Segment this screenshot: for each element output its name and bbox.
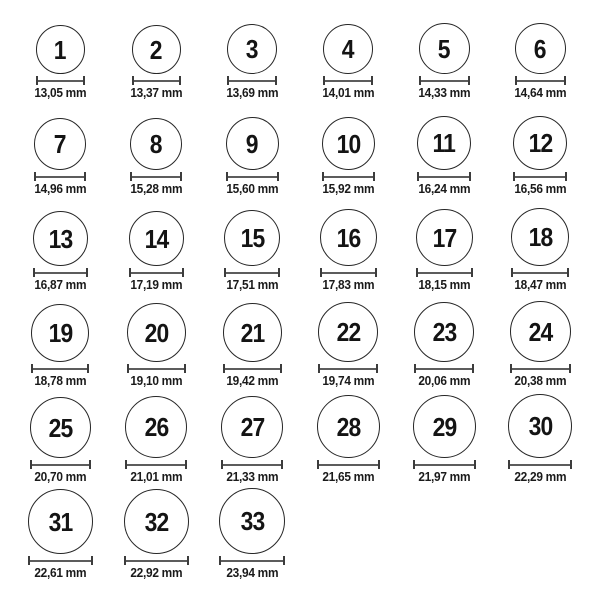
diameter-label: 15,60 mm bbox=[226, 182, 278, 197]
measure-line bbox=[30, 460, 91, 469]
diameter-label: 22,61 mm bbox=[34, 566, 86, 581]
measure-line bbox=[322, 172, 375, 181]
ring-circle-area bbox=[132, 4, 181, 74]
ring-size-number: 27 bbox=[240, 412, 264, 443]
diameter-label: 21,01 mm bbox=[130, 470, 182, 485]
measure-tick-right bbox=[376, 364, 378, 373]
measure-tick-left bbox=[224, 268, 226, 277]
measure-line bbox=[416, 268, 473, 277]
ring-circle-area bbox=[322, 100, 375, 170]
measure-line bbox=[414, 364, 474, 373]
diameter-label: 13,37 mm bbox=[130, 86, 182, 101]
measure-line bbox=[129, 268, 184, 277]
measure-tick-right bbox=[474, 460, 476, 469]
ring-size-cell bbox=[108, 388, 204, 484]
ring-circle bbox=[33, 211, 88, 266]
measure-line bbox=[226, 172, 279, 181]
ring-size-number: 23 bbox=[432, 317, 456, 348]
ring-size-number: 26 bbox=[144, 412, 168, 443]
ring-size-cell bbox=[204, 4, 300, 100]
ring-size-number: 1 bbox=[54, 34, 66, 65]
measure-line bbox=[323, 76, 373, 85]
ring-circle-area bbox=[36, 4, 85, 74]
measure-line bbox=[223, 364, 282, 373]
ring-size-cell bbox=[396, 100, 492, 196]
ring-size-number: 31 bbox=[48, 506, 72, 537]
measure-tick-right bbox=[373, 172, 375, 181]
ring-size-cell bbox=[12, 388, 108, 484]
measure-bar bbox=[416, 272, 473, 274]
ring-circle-area bbox=[317, 388, 380, 458]
measure-tick-left bbox=[416, 268, 418, 277]
measure-tick-left bbox=[515, 76, 517, 85]
measure-line bbox=[36, 76, 85, 85]
ring-size-number: 33 bbox=[240, 506, 264, 537]
measure-tick-left bbox=[414, 364, 416, 373]
diameter-label: 16,56 mm bbox=[514, 182, 566, 197]
ring-circle bbox=[417, 116, 471, 170]
measure-tick-right bbox=[91, 556, 93, 565]
measure-line bbox=[227, 76, 277, 85]
ring-size-number: 21 bbox=[240, 317, 264, 348]
ring-circle bbox=[419, 23, 470, 74]
ring-circle bbox=[515, 23, 566, 74]
measure-tick-left bbox=[132, 76, 134, 85]
measure-tick-right bbox=[84, 172, 86, 181]
measure-line bbox=[224, 268, 280, 277]
measure-tick-right bbox=[472, 364, 474, 373]
ring-circle bbox=[132, 25, 181, 74]
ring-size-number: 28 bbox=[336, 411, 360, 442]
ring-circle-area bbox=[318, 292, 378, 362]
ring-size-number: 7 bbox=[54, 129, 66, 160]
measure-bar bbox=[226, 176, 279, 178]
ring-size-cell bbox=[12, 484, 108, 580]
measure-bar bbox=[28, 560, 93, 562]
measure-bar bbox=[227, 80, 277, 82]
ring-circle bbox=[226, 117, 279, 170]
diameter-label: 15,28 mm bbox=[130, 182, 182, 197]
ring-circle bbox=[219, 488, 285, 554]
measure-tick-right bbox=[180, 172, 182, 181]
ring-circle bbox=[34, 118, 86, 170]
ring-size-cell bbox=[492, 196, 588, 292]
measure-line bbox=[125, 460, 187, 469]
ring-circle-area bbox=[510, 292, 571, 362]
ring-size-number: 16 bbox=[336, 222, 360, 253]
ring-size-cell bbox=[204, 484, 300, 580]
diameter-label: 15,92 mm bbox=[322, 182, 374, 197]
ring-circle-area bbox=[221, 388, 283, 458]
ring-size-number: 14 bbox=[144, 223, 168, 254]
ring-size-cell bbox=[12, 196, 108, 292]
measure-line bbox=[130, 172, 182, 181]
ring-size-cell bbox=[108, 292, 204, 388]
measure-line bbox=[34, 172, 86, 181]
ring-circle bbox=[317, 395, 380, 458]
ring-circle-area bbox=[413, 388, 476, 458]
ring-circle bbox=[508, 394, 572, 458]
ring-size-number: 24 bbox=[528, 316, 552, 347]
ring-size-cell bbox=[300, 196, 396, 292]
measure-bar bbox=[413, 464, 476, 466]
measure-tick-left bbox=[417, 172, 419, 181]
measure-tick-left bbox=[31, 364, 33, 373]
ring-size-cell bbox=[300, 388, 396, 484]
ring-circle bbox=[224, 210, 280, 266]
measure-tick-right bbox=[277, 172, 279, 181]
measure-tick-left bbox=[320, 268, 322, 277]
measure-tick-left bbox=[510, 364, 512, 373]
ring-size-cell bbox=[300, 4, 396, 100]
ring-circle-area bbox=[34, 100, 86, 170]
measure-tick-right bbox=[281, 460, 283, 469]
ring-circle-area bbox=[513, 100, 567, 170]
ring-size-number: 20 bbox=[144, 317, 168, 348]
measure-tick-left bbox=[130, 172, 132, 181]
diameter-label: 18,15 mm bbox=[418, 278, 470, 293]
ring-circle-area bbox=[508, 388, 572, 458]
diameter-label: 13,69 mm bbox=[226, 86, 278, 101]
measure-tick-left bbox=[36, 76, 38, 85]
ring-circle-area bbox=[30, 388, 91, 458]
measure-bar bbox=[223, 368, 282, 370]
ring-circle bbox=[414, 302, 474, 362]
measure-tick-left bbox=[513, 172, 515, 181]
measure-line bbox=[515, 76, 566, 85]
ring-size-number: 22 bbox=[336, 317, 360, 348]
measure-line bbox=[33, 268, 88, 277]
ring-size-number: 12 bbox=[528, 128, 552, 159]
ring-size-number: 29 bbox=[432, 411, 456, 442]
measure-tick-right bbox=[87, 364, 89, 373]
ring-circle-area bbox=[416, 196, 473, 266]
diameter-label: 14,96 mm bbox=[34, 182, 86, 197]
measure-line bbox=[510, 364, 571, 373]
measure-tick-right bbox=[469, 172, 471, 181]
measure-tick-left bbox=[33, 268, 35, 277]
measure-tick-right bbox=[567, 268, 569, 277]
measure-bar bbox=[515, 80, 566, 82]
measure-tick-right bbox=[570, 460, 572, 469]
measure-bar bbox=[36, 80, 85, 82]
ring-circle-area bbox=[33, 196, 88, 266]
measure-tick-left bbox=[34, 172, 36, 181]
measure-bar bbox=[419, 80, 470, 82]
measure-bar bbox=[513, 176, 567, 178]
ring-circle bbox=[36, 25, 85, 74]
ring-circle bbox=[223, 303, 282, 362]
ring-circle bbox=[320, 209, 377, 266]
ring-circle-area bbox=[31, 292, 89, 362]
measure-line bbox=[417, 172, 471, 181]
measure-bar bbox=[30, 464, 91, 466]
ring-size-number: 13 bbox=[48, 223, 72, 254]
measure-bar bbox=[510, 368, 571, 370]
ring-size-number: 10 bbox=[336, 128, 360, 159]
measure-tick-right bbox=[375, 268, 377, 277]
measure-bar bbox=[511, 272, 569, 274]
measure-tick-left bbox=[223, 364, 225, 373]
measure-line bbox=[511, 268, 569, 277]
ring-size-cell bbox=[396, 292, 492, 388]
measure-bar bbox=[323, 80, 373, 82]
measure-tick-right bbox=[569, 364, 571, 373]
measure-bar bbox=[318, 368, 378, 370]
measure-tick-left bbox=[419, 76, 421, 85]
measure-tick-left bbox=[124, 556, 126, 565]
ring-size-cell bbox=[492, 4, 588, 100]
measure-tick-left bbox=[508, 460, 510, 469]
measure-tick-right bbox=[378, 460, 380, 469]
ring-size-number: 18 bbox=[528, 222, 552, 253]
ring-size-number: 9 bbox=[246, 128, 258, 159]
diameter-label: 17,83 mm bbox=[322, 278, 374, 293]
measure-line bbox=[318, 364, 378, 373]
measure-tick-right bbox=[182, 268, 184, 277]
diameter-label: 16,24 mm bbox=[418, 182, 470, 197]
measure-bar bbox=[33, 272, 88, 274]
ring-circle-area bbox=[414, 292, 474, 362]
ring-circle bbox=[124, 489, 189, 554]
diameter-label: 13,05 mm bbox=[34, 86, 86, 101]
measure-line bbox=[317, 460, 380, 469]
ring-circle-area bbox=[227, 4, 277, 74]
measure-tick-right bbox=[471, 268, 473, 277]
ring-size-cell bbox=[492, 388, 588, 484]
ring-circle bbox=[127, 303, 186, 362]
measure-tick-right bbox=[89, 460, 91, 469]
ring-size-cell bbox=[12, 100, 108, 196]
ring-size-cell bbox=[108, 196, 204, 292]
ring-size-number: 25 bbox=[48, 412, 72, 443]
measure-tick-left bbox=[317, 460, 319, 469]
ring-circle bbox=[221, 396, 283, 458]
ring-circle-area bbox=[28, 484, 93, 554]
diameter-label: 17,51 mm bbox=[226, 278, 278, 293]
measure-line bbox=[124, 556, 189, 565]
ring-size-cell bbox=[492, 100, 588, 196]
measure-line bbox=[413, 460, 476, 469]
ring-circle bbox=[510, 301, 571, 362]
ring-circle-area bbox=[223, 292, 282, 362]
ring-size-grid bbox=[12, 4, 588, 580]
ring-circle-area bbox=[130, 100, 182, 170]
ring-size-number: 2 bbox=[150, 34, 162, 65]
measure-tick-left bbox=[127, 364, 129, 373]
ring-size-cell bbox=[300, 292, 396, 388]
diameter-label: 19,10 mm bbox=[130, 374, 182, 389]
ring-circle-area bbox=[417, 100, 471, 170]
measure-bar bbox=[320, 272, 377, 274]
measure-bar bbox=[219, 560, 285, 562]
ring-circle-area bbox=[129, 196, 184, 266]
measure-tick-right bbox=[371, 76, 373, 85]
ring-size-cell bbox=[492, 292, 588, 388]
measure-tick-right bbox=[565, 172, 567, 181]
measure-tick-left bbox=[511, 268, 513, 277]
ring-circle bbox=[30, 397, 91, 458]
measure-tick-right bbox=[187, 556, 189, 565]
ring-size-number: 5 bbox=[438, 33, 450, 64]
ring-circle-area bbox=[511, 196, 569, 266]
ring-size-cell bbox=[12, 292, 108, 388]
ring-circle-area bbox=[219, 484, 285, 554]
ring-circle bbox=[413, 395, 476, 458]
ring-size-cell bbox=[108, 100, 204, 196]
measure-tick-left bbox=[30, 460, 32, 469]
diameter-label: 21,97 mm bbox=[418, 470, 470, 485]
diameter-label: 14,64 mm bbox=[514, 86, 566, 101]
ring-circle-area bbox=[125, 388, 187, 458]
measure-bar bbox=[124, 560, 189, 562]
diameter-label: 21,65 mm bbox=[322, 470, 374, 485]
ring-circle-area bbox=[419, 4, 470, 74]
measure-bar bbox=[317, 464, 380, 466]
ring-size-number: 6 bbox=[534, 33, 546, 64]
ring-circle bbox=[416, 209, 473, 266]
measure-bar bbox=[224, 272, 280, 274]
diameter-label: 18,78 mm bbox=[34, 374, 86, 389]
diameter-label: 16,87 mm bbox=[34, 278, 86, 293]
measure-tick-left bbox=[226, 172, 228, 181]
measure-bar bbox=[508, 464, 572, 466]
measure-bar bbox=[132, 80, 181, 82]
ring-circle-area bbox=[124, 484, 189, 554]
ring-circle bbox=[31, 304, 89, 362]
ring-size-number: 11 bbox=[432, 128, 456, 159]
ring-size-number: 17 bbox=[432, 222, 456, 253]
diameter-label: 22,29 mm bbox=[514, 470, 566, 485]
measure-tick-right bbox=[280, 364, 282, 373]
ring-size-number: 3 bbox=[246, 34, 258, 65]
ring-size-cell bbox=[204, 292, 300, 388]
measure-tick-left bbox=[318, 364, 320, 373]
measure-line bbox=[28, 556, 93, 565]
diameter-label: 22,92 mm bbox=[130, 566, 182, 581]
measure-tick-left bbox=[322, 172, 324, 181]
ring-circle bbox=[513, 116, 567, 170]
measure-line bbox=[320, 268, 377, 277]
measure-tick-right bbox=[83, 76, 85, 85]
measure-line bbox=[219, 556, 285, 565]
ring-circle bbox=[125, 396, 187, 458]
ring-circle-area bbox=[323, 4, 373, 74]
measure-bar bbox=[34, 176, 86, 178]
ring-size-number: 19 bbox=[48, 318, 72, 349]
measure-line bbox=[127, 364, 186, 373]
measure-line bbox=[508, 460, 572, 469]
diameter-label: 20,06 mm bbox=[418, 374, 470, 389]
ring-size-number: 15 bbox=[240, 223, 264, 254]
measure-line bbox=[513, 172, 567, 181]
ring-size-number: 8 bbox=[150, 129, 162, 160]
diameter-label: 19,74 mm bbox=[322, 374, 374, 389]
diameter-label: 14,33 mm bbox=[418, 86, 470, 101]
measure-tick-left bbox=[221, 460, 223, 469]
ring-circle-area bbox=[127, 292, 186, 362]
ring-size-cell bbox=[396, 4, 492, 100]
measure-tick-left bbox=[219, 556, 221, 565]
ring-size-cell bbox=[396, 388, 492, 484]
ring-size-cell bbox=[396, 196, 492, 292]
ring-circle bbox=[318, 302, 378, 362]
measure-bar bbox=[130, 176, 182, 178]
measure-line bbox=[419, 76, 470, 85]
ring-circle bbox=[322, 117, 375, 170]
measure-tick-right bbox=[184, 364, 186, 373]
ring-circle-area bbox=[515, 4, 566, 74]
measure-tick-right bbox=[275, 76, 277, 85]
measure-tick-right bbox=[185, 460, 187, 469]
ring-circle bbox=[511, 208, 569, 266]
diameter-label: 14,01 mm bbox=[322, 86, 374, 101]
ring-size-number: 30 bbox=[528, 411, 552, 442]
ring-size-cell bbox=[204, 388, 300, 484]
ring-size-cell bbox=[108, 484, 204, 580]
ring-circle-area bbox=[320, 196, 377, 266]
measure-tick-left bbox=[125, 460, 127, 469]
measure-line bbox=[221, 460, 283, 469]
diameter-label: 17,19 mm bbox=[130, 278, 182, 293]
diameter-label: 20,70 mm bbox=[34, 470, 86, 485]
measure-tick-right bbox=[468, 76, 470, 85]
measure-tick-left bbox=[413, 460, 415, 469]
diameter-label: 18,47 mm bbox=[514, 278, 566, 293]
ring-size-cell bbox=[300, 100, 396, 196]
diameter-label: 20,38 mm bbox=[514, 374, 566, 389]
diameter-label: 21,33 mm bbox=[226, 470, 278, 485]
measure-tick-left bbox=[323, 76, 325, 85]
diameter-label: 19,42 mm bbox=[226, 374, 278, 389]
ring-circle bbox=[227, 24, 277, 74]
ring-circle bbox=[129, 211, 184, 266]
ring-circle-area bbox=[226, 100, 279, 170]
measure-tick-left bbox=[227, 76, 229, 85]
ring-circle-area bbox=[224, 196, 280, 266]
measure-line bbox=[31, 364, 89, 373]
measure-bar bbox=[129, 272, 184, 274]
measure-bar bbox=[221, 464, 283, 466]
diameter-label: 23,94 mm bbox=[226, 566, 278, 581]
ring-size-number: 32 bbox=[144, 506, 168, 537]
measure-bar bbox=[127, 368, 186, 370]
ring-circle bbox=[28, 489, 93, 554]
measure-tick-left bbox=[129, 268, 131, 277]
ring-size-cell bbox=[108, 4, 204, 100]
ring-circle bbox=[323, 24, 373, 74]
measure-bar bbox=[417, 176, 471, 178]
measure-tick-right bbox=[179, 76, 181, 85]
measure-tick-right bbox=[86, 268, 88, 277]
measure-bar bbox=[414, 368, 474, 370]
ring-size-cell bbox=[12, 4, 108, 100]
ring-size-cell bbox=[204, 100, 300, 196]
ring-size-cell bbox=[204, 196, 300, 292]
measure-bar bbox=[125, 464, 187, 466]
measure-tick-right bbox=[283, 556, 285, 565]
ring-circle bbox=[130, 118, 182, 170]
ring-size-number: 4 bbox=[342, 34, 354, 65]
measure-bar bbox=[322, 176, 375, 178]
measure-tick-right bbox=[564, 76, 566, 85]
measure-tick-left bbox=[28, 556, 30, 565]
measure-tick-right bbox=[278, 268, 280, 277]
measure-line bbox=[132, 76, 181, 85]
measure-bar bbox=[31, 368, 89, 370]
